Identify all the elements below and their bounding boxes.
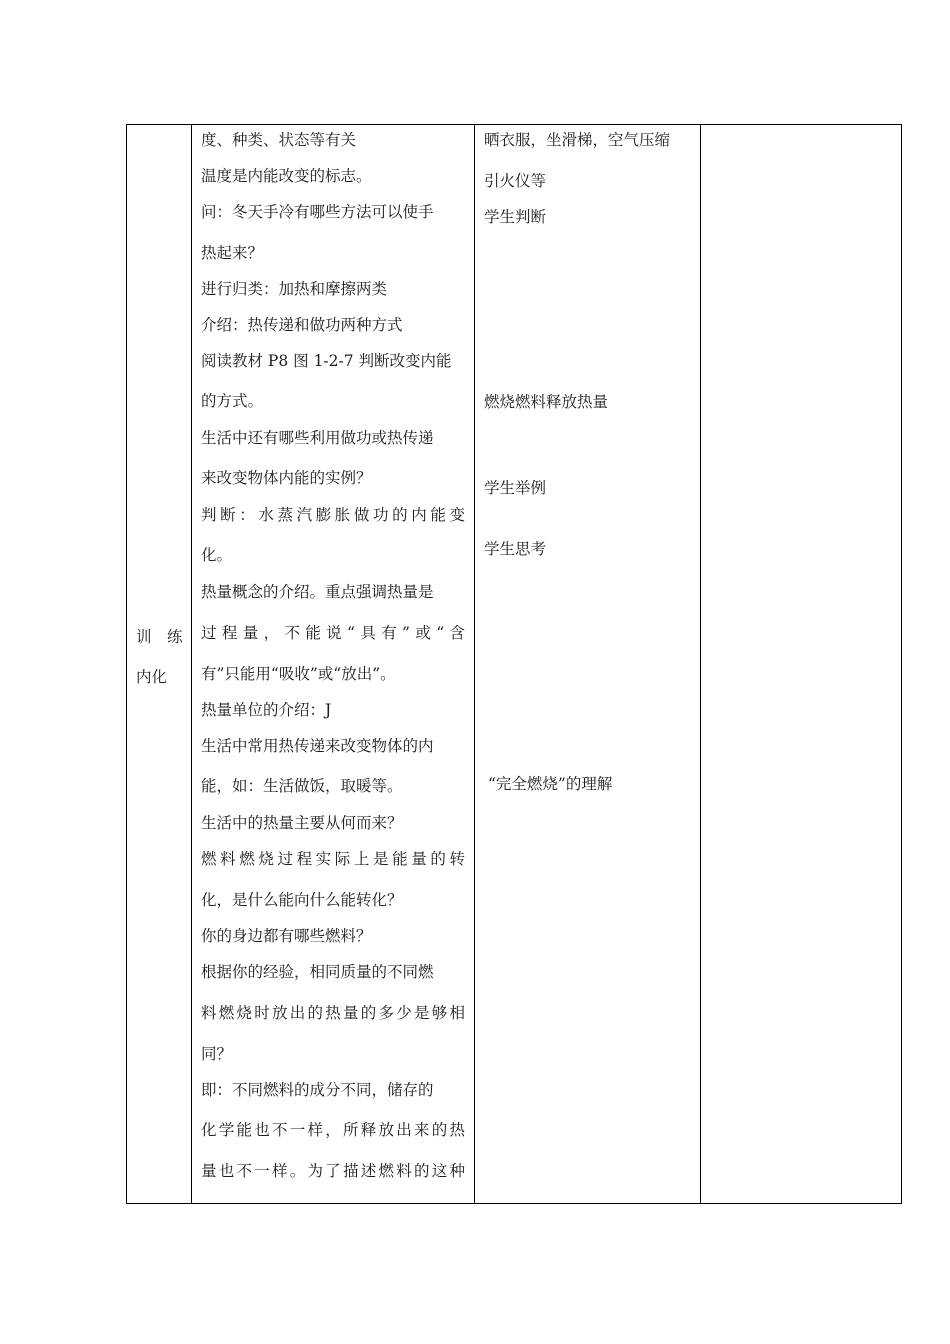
teacher-line: 化学能也不一样，所释放出来的热 bbox=[201, 1121, 465, 1139]
teacher-line: 化。 bbox=[201, 546, 233, 564]
teacher-line: 能，如：生活做饭，取暖等。 bbox=[201, 777, 403, 795]
teacher-line: 根据你的经验，相同质量的不同燃 bbox=[201, 963, 434, 981]
teacher-line: 同？ bbox=[201, 1045, 233, 1063]
section-label-line-2: 内化 bbox=[136, 668, 168, 686]
teacher-line: 度、种类、状态等有关 bbox=[201, 131, 357, 149]
teacher-line: 判断：水蒸汽膨胀做功的内能变 bbox=[201, 506, 465, 524]
teacher-line: 有”只能用“吸收”或“放出”。 bbox=[201, 665, 396, 683]
teacher-line: 即：不同燃料的成分不同，储存的 bbox=[201, 1081, 434, 1099]
teacher-line: 温度是内能改变的标志。 bbox=[201, 167, 372, 185]
teacher-line: 介绍：热传递和做功两种方式 bbox=[201, 316, 403, 334]
teacher-line: 来改变物体内能的实例？ bbox=[201, 469, 372, 487]
teacher-line: 生活中的热量主要从何而来？ bbox=[201, 814, 403, 832]
teacher-line: 问：冬天手冷有哪些方法可以使手 bbox=[201, 203, 434, 221]
student-line: “完全燃烧”的理解 bbox=[488, 775, 613, 793]
remarks-cell bbox=[700, 124, 901, 1204]
teacher-line: 生活中常用热传递来改变物体的内 bbox=[201, 737, 434, 755]
teacher-line: 热量概念的介绍。重点强调热量是 bbox=[201, 583, 434, 601]
teacher-line: 热量单位的介绍：J bbox=[201, 701, 332, 719]
teacher-line: 燃料燃烧过程实际上是能量的转 bbox=[201, 850, 465, 868]
student-line: 学生思考 bbox=[484, 540, 547, 558]
student-line: 燃烧燃料释放热量 bbox=[484, 393, 609, 411]
teacher-line: 生活中还有哪些利用做功或热传递 bbox=[201, 429, 434, 447]
teacher-line: 你的身边都有哪些燃料？ bbox=[201, 927, 372, 945]
teacher-line: 料燃烧时放出的热量的多少是够相 bbox=[201, 1004, 465, 1022]
teacher-line: 化，是什么能向什么能转化？ bbox=[201, 891, 403, 909]
student-line: 学生判断 bbox=[484, 208, 547, 226]
teacher-line: 热起来？ bbox=[201, 244, 264, 262]
student-activity-cell bbox=[474, 124, 700, 1204]
student-line: 晒衣服，坐滑梯，空气压缩 bbox=[484, 131, 671, 149]
section-label-cell bbox=[126, 124, 191, 1204]
teacher-line: 的方式。 bbox=[201, 392, 264, 410]
teacher-line: 进行归类：加热和摩擦两类 bbox=[201, 280, 388, 298]
teacher-line: 过程量，不能说“具有”或“含 bbox=[201, 624, 465, 642]
teacher-line: 阅读教材 P8 图 1-2-7 判断改变内能 bbox=[201, 352, 452, 370]
student-line: 引火仪等 bbox=[484, 172, 547, 190]
teacher-activity-cell bbox=[191, 124, 474, 1204]
section-label-line-1: 训 练 bbox=[136, 628, 183, 646]
teacher-line: 量也不一样。为了描述燃料的这种 bbox=[201, 1162, 465, 1180]
table-border-right bbox=[901, 124, 902, 1204]
student-line: 学生举例 bbox=[484, 479, 547, 497]
